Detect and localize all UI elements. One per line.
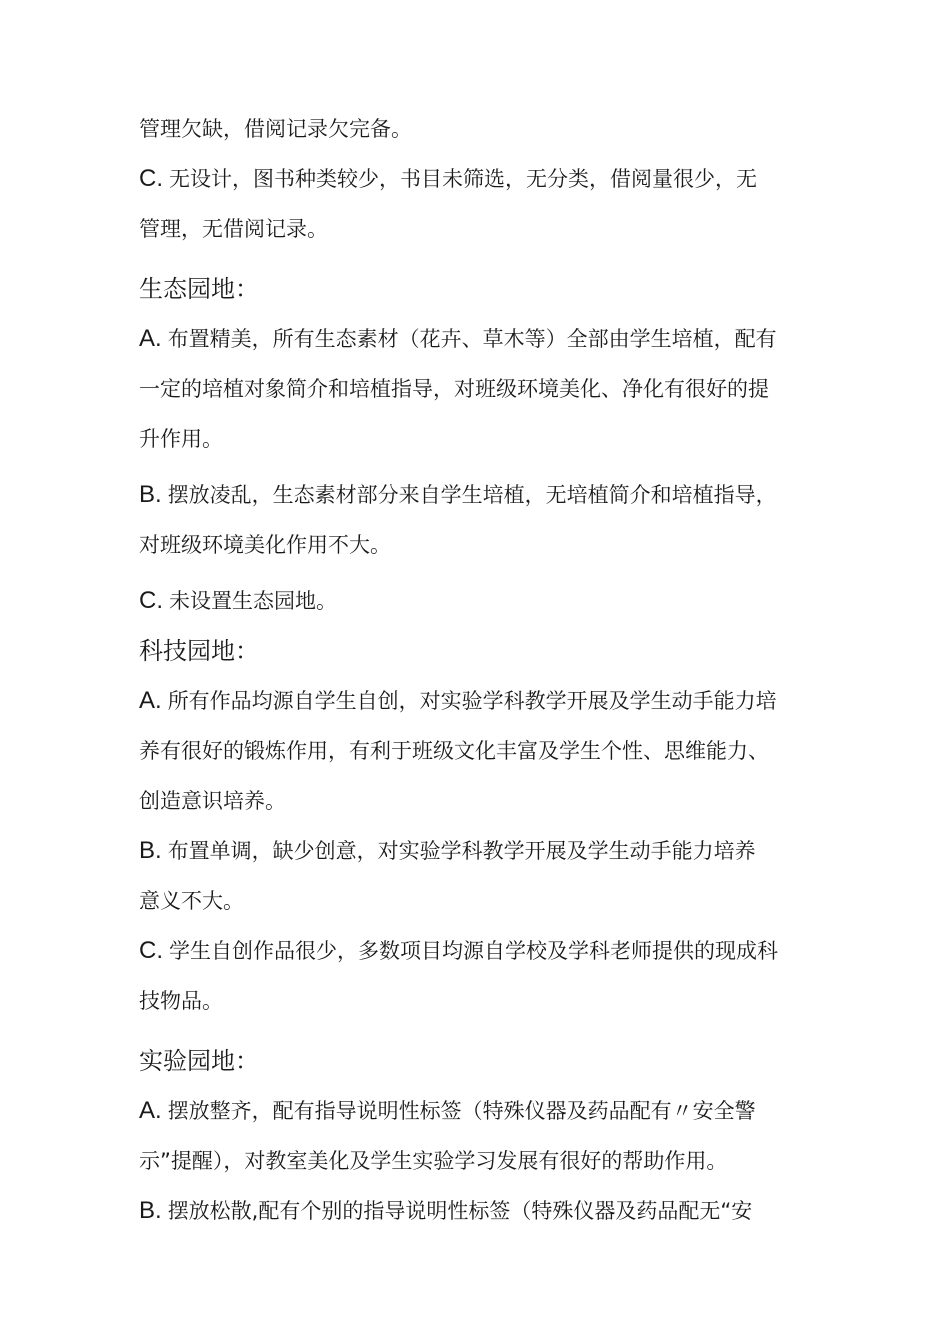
option-text: 学生自创作品很少，多数项目均源自学校及学科老师提供的现成科 — [169, 939, 778, 963]
ecology-heading: 生态园地： — [139, 275, 259, 303]
technology-heading: 科技园地： — [139, 637, 259, 665]
option-letter: A. — [139, 1097, 162, 1124]
experiment-option-a — [139, 1086, 829, 1136]
experiment-option-b — [139, 1186, 829, 1236]
option-text: 所有作品均源自学生自创，对实验学科教学开展及学生动手能力培 — [167, 689, 777, 713]
ecology-option-b — [139, 470, 829, 520]
library-option-c-line2: 管理，无借阅记录。 — [139, 217, 328, 241]
ecology-option-a-line2: 一定的培植对象简介和培植指导，对班级环境美化、净化有很好的提 — [139, 377, 769, 401]
experiment-heading: 实验园地： — [139, 1047, 259, 1075]
option-text: 无设计，图书种类较少，书目未筛选，无分类，借阅量很少，无 — [169, 167, 757, 191]
option-letter: C. — [139, 937, 163, 964]
ecology-option-c — [139, 576, 829, 626]
option-letter: B. — [139, 1197, 162, 1224]
technology-option-a-line2: 养有很好的锻炼作用，有利于班级文化丰富及学生个性、思维能力、 — [139, 739, 769, 763]
technology-option-b-line2: 意义不大。 — [139, 889, 244, 913]
option-letter: A. — [139, 687, 162, 714]
option-letter: B. — [139, 481, 162, 508]
document-page — [139, 104, 829, 1236]
technology-option-c — [139, 926, 829, 976]
option-text: 未设置生态园地。 — [169, 589, 337, 613]
option-letter: C. — [139, 587, 163, 614]
option-text: 摆放凌乱，生态素材部分来自学生培植，无培植简介和培植指导， — [167, 483, 777, 507]
option-letter: A. — [139, 325, 162, 352]
technology-option-a — [139, 676, 829, 726]
ecology-option-a — [139, 314, 829, 364]
library-option-c — [139, 154, 829, 204]
technology-option-b — [139, 826, 829, 876]
library-continuation-line: 管理欠缺，借阅记录欠完备。 — [139, 117, 412, 141]
option-letter: C. — [139, 165, 163, 192]
technology-option-a-line3: 创造意识培养。 — [139, 789, 286, 813]
ecology-option-a-line3: 升作用。 — [139, 427, 223, 451]
option-letter: B. — [139, 837, 162, 864]
ecology-option-b-line2: 对班级环境美化作用不大。 — [139, 533, 391, 557]
option-text: 布置精美，所有生态素材（花卉、草木等）全部由学生培植，配有 — [167, 327, 777, 351]
option-text: 布置单调，缺少创意，对实验学科教学开展及学生动手能力培养 — [167, 839, 756, 863]
option-text: 摆放整齐，配有指导说明性标签（特殊仪器及药品配有〃安全警 — [167, 1099, 756, 1123]
option-text: 摆放松散,配有个别的指导说明性标签（特殊仪器及药品配无“安 — [167, 1199, 753, 1223]
technology-option-c-line2: 技物品。 — [139, 989, 223, 1013]
experiment-option-a-line2: 示”提醒），对教室美化及学生实验学习发展有很好的帮助作用。 — [139, 1149, 728, 1173]
